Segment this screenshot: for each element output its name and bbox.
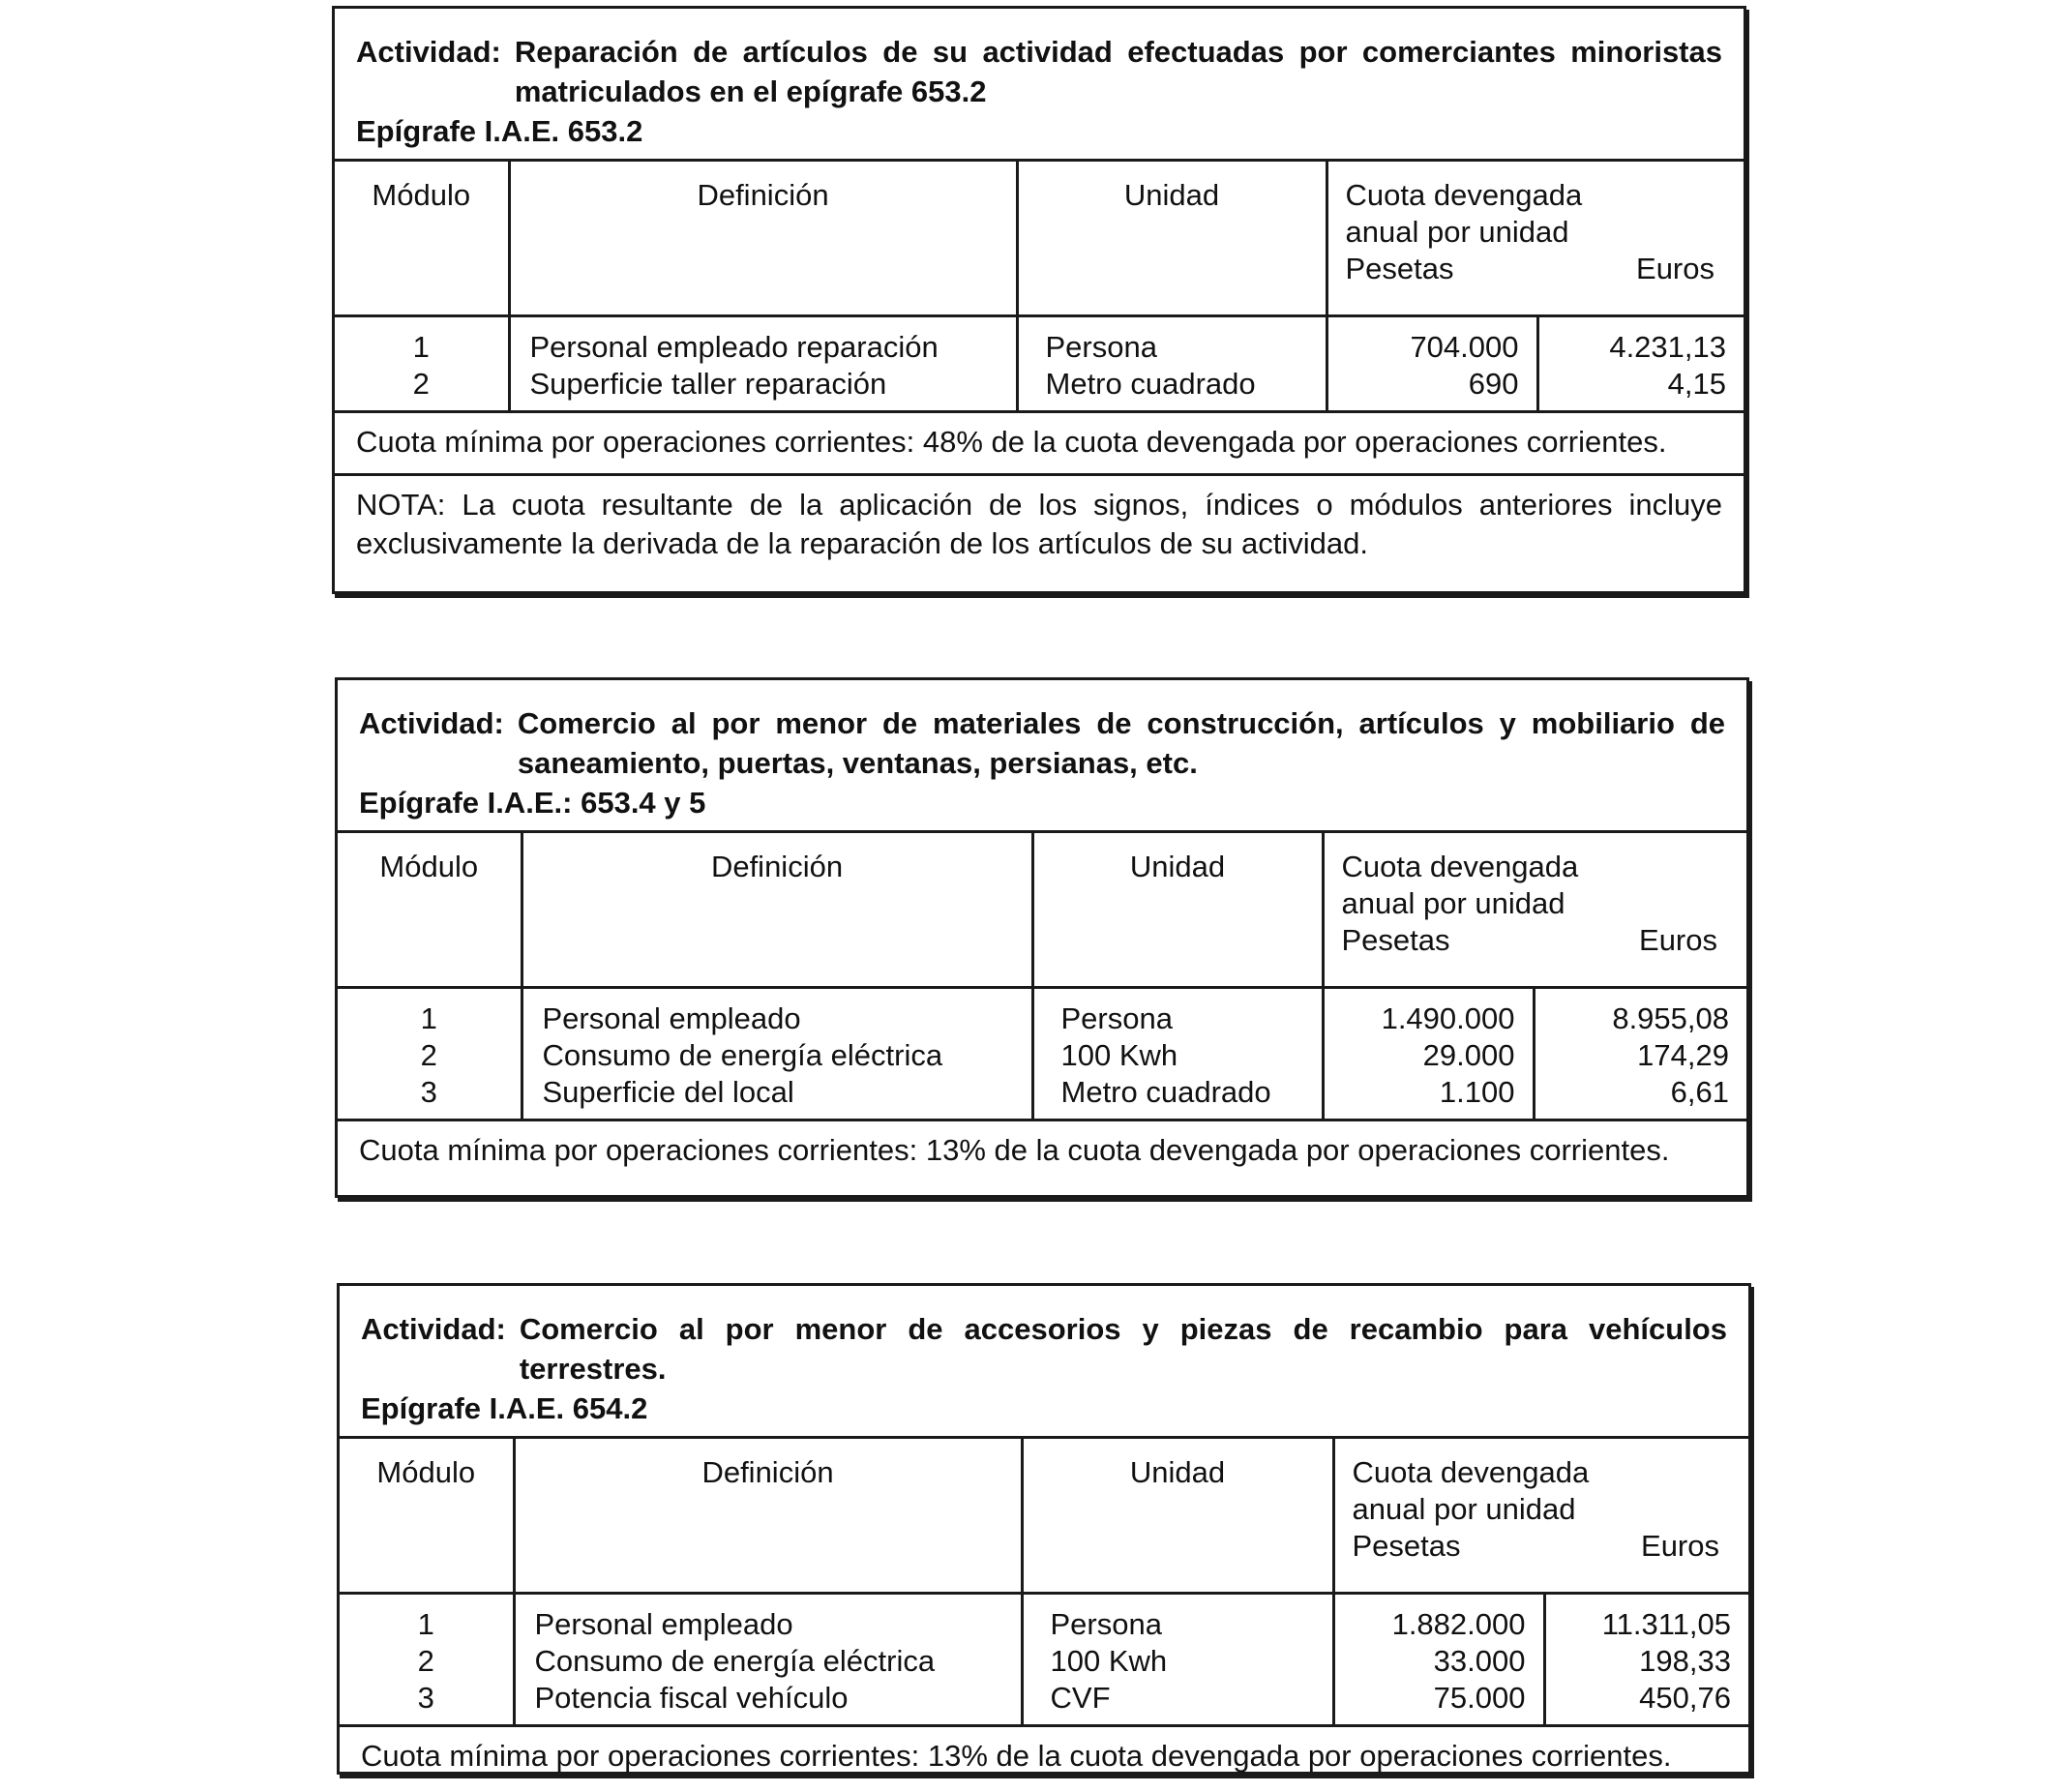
table-row-euros: 198,33 bbox=[1639, 1644, 1731, 1678]
euros-cell bbox=[1537, 316, 1744, 411]
header-row bbox=[335, 162, 1744, 316]
epigrafe: Epígrafe I.A.E.: 653.4 y 5 bbox=[359, 786, 706, 820]
cuota-units bbox=[1346, 251, 1715, 287]
cuota-units bbox=[1353, 1528, 1720, 1565]
cuota-minima-text: Cuota mínima por operaciones corrientes: 13% de la cuota devengada por operaciones corrientes. bbox=[359, 1133, 1670, 1167]
table-row-definicion: Personal empleado reparación bbox=[529, 330, 939, 364]
cuota-minima bbox=[340, 1724, 1748, 1787]
table-row-unidad: CVF bbox=[1050, 1681, 1111, 1715]
unidad-cell bbox=[1022, 1594, 1333, 1725]
table-row-modulo: 1 bbox=[412, 330, 430, 364]
table-row-euros: 174,29 bbox=[1637, 1038, 1729, 1072]
nota bbox=[335, 473, 1744, 575]
cuota-minima-text: Cuota mínima por operaciones corrientes: 13% de la cuota devengada por operaciones corrientes. bbox=[361, 1739, 1672, 1773]
cuota-units bbox=[1342, 922, 1718, 959]
header-cuota bbox=[1323, 833, 1746, 988]
header-definicion: Definición bbox=[514, 1439, 1022, 1594]
table-row-modulo: 2 bbox=[412, 367, 430, 401]
table-row-pesetas: 29.000 bbox=[1422, 1038, 1515, 1072]
pesetas-cell bbox=[1323, 988, 1534, 1120]
activity-table-654-2 bbox=[337, 1283, 1751, 1775]
header-modulo: Módulo bbox=[335, 162, 509, 316]
table-row-pesetas: 33.000 bbox=[1433, 1644, 1526, 1678]
definicion-cell bbox=[514, 1594, 1022, 1725]
table-row-euros: 11.311,05 bbox=[1601, 1607, 1731, 1641]
header-pesetas: Pesetas bbox=[1341, 923, 1450, 957]
unidad-cell bbox=[1032, 988, 1323, 1120]
table-row-pesetas: 690 bbox=[1468, 367, 1519, 401]
table-row-unidad: Metro cuadrado bbox=[1060, 1075, 1271, 1109]
table-row-unidad: Persona bbox=[1050, 1607, 1162, 1641]
cuota-line-2: anual por unidad bbox=[1345, 215, 1569, 249]
table-body bbox=[335, 316, 1744, 411]
table-row-modulo: 2 bbox=[420, 1038, 437, 1072]
table-row-definicion: Personal empleado bbox=[542, 1001, 801, 1035]
activity-table-653-4 bbox=[335, 677, 1749, 1198]
table-row-definicion: Potencia fiscal vehículo bbox=[534, 1681, 849, 1715]
table-row-euros: 4.231,13 bbox=[1609, 330, 1726, 364]
header-euros: Euros bbox=[1641, 1529, 1719, 1563]
table-row-pesetas: 1.882.000 bbox=[1391, 1607, 1526, 1641]
table-row-unidad: Persona bbox=[1045, 330, 1157, 364]
table-row-pesetas: 1.490.000 bbox=[1381, 1001, 1515, 1035]
table-row-modulo: 3 bbox=[420, 1075, 437, 1109]
euros-cell bbox=[1544, 1594, 1748, 1725]
table-row-unidad: Persona bbox=[1060, 1001, 1173, 1035]
table-row-euros: 8.955,08 bbox=[1612, 1001, 1729, 1035]
modulo-cell bbox=[340, 1594, 514, 1725]
cuota-line-1: Cuota devengada bbox=[1345, 178, 1583, 212]
actividad-text: Comercio al por menor de materiales de construcción, artículos y mobiliario de saneamiento, puertas, ventanas, persianas, etc. bbox=[517, 706, 1725, 780]
table-row-unidad: 100 Kwh bbox=[1060, 1038, 1178, 1072]
actividad-label: Actividad: bbox=[356, 35, 501, 69]
table-row-definicion: Consumo de energía eléctrica bbox=[534, 1644, 936, 1678]
table-row-definicion: Consumo de energía eléctrica bbox=[542, 1038, 943, 1072]
pesetas-cell bbox=[1327, 316, 1537, 411]
unidad-cell bbox=[1017, 316, 1327, 411]
cuota-minima bbox=[335, 410, 1744, 473]
activity-header bbox=[335, 9, 1744, 162]
header-pesetas: Pesetas bbox=[1352, 1529, 1461, 1563]
nota-text: NOTA: La cuota resultante de la aplicación de los signos, índices o módulos anteriores incluye exclusivamente la derivada de la reparación de los artículos de su actividad. bbox=[356, 488, 1722, 560]
table-row-euros: 6,61 bbox=[1670, 1075, 1729, 1109]
header-modulo: Módulo bbox=[338, 833, 522, 988]
modules-table bbox=[335, 162, 1744, 410]
definicion-cell bbox=[509, 316, 1017, 411]
definicion-cell bbox=[522, 988, 1032, 1120]
header-unidad: Unidad bbox=[1017, 162, 1327, 316]
header-definicion: Definición bbox=[509, 162, 1017, 316]
table-row-unidad: Metro cuadrado bbox=[1045, 367, 1256, 401]
cuota-line-1: Cuota devengada bbox=[1352, 1455, 1590, 1489]
pesetas-cell bbox=[1333, 1594, 1544, 1725]
table-row-euros: 4,15 bbox=[1667, 367, 1726, 401]
table-row-modulo: 2 bbox=[417, 1644, 434, 1678]
header-cuota bbox=[1333, 1439, 1748, 1594]
header-euros: Euros bbox=[1636, 252, 1714, 285]
table-body bbox=[338, 988, 1746, 1120]
table-row-unidad: 100 Kwh bbox=[1050, 1644, 1168, 1678]
activity-header bbox=[338, 680, 1746, 833]
header-unidad: Unidad bbox=[1032, 833, 1323, 988]
table-row-modulo: 1 bbox=[420, 1001, 437, 1035]
cuota-line-2: anual por unidad bbox=[1341, 886, 1565, 920]
header-definicion: Definición bbox=[522, 833, 1032, 988]
actividad-text: Comercio al por menor de accesorios y piezas de recambio para vehículos terrestres. bbox=[519, 1312, 1727, 1386]
table-row-definicion: Personal empleado bbox=[534, 1607, 793, 1641]
actividad-label: Actividad: bbox=[361, 1312, 506, 1346]
header-cuota bbox=[1327, 162, 1744, 316]
activity-table-653-2 bbox=[332, 6, 1746, 594]
euros-cell bbox=[1534, 988, 1746, 1120]
table-row-modulo: 1 bbox=[417, 1607, 434, 1641]
header-unidad: Unidad bbox=[1022, 1439, 1333, 1594]
cuota-line-1: Cuota devengada bbox=[1341, 850, 1579, 883]
header-pesetas: Pesetas bbox=[1345, 252, 1454, 285]
cuota-line-2: anual por unidad bbox=[1352, 1492, 1576, 1526]
table-row-modulo: 3 bbox=[417, 1681, 434, 1715]
modulo-cell bbox=[338, 988, 522, 1120]
epigrafe: Epígrafe I.A.E. 653.2 bbox=[356, 114, 643, 148]
table-row-pesetas: 704.000 bbox=[1410, 330, 1519, 364]
table-row-definicion: Superficie del local bbox=[542, 1075, 794, 1109]
modules-table bbox=[338, 833, 1746, 1119]
header-row bbox=[338, 833, 1746, 988]
modulo-cell bbox=[335, 316, 509, 411]
table-body bbox=[340, 1594, 1748, 1725]
cuota-minima bbox=[338, 1119, 1746, 1181]
actividad-label: Actividad: bbox=[359, 706, 504, 740]
epigrafe: Epígrafe I.A.E. 654.2 bbox=[361, 1391, 648, 1425]
cuota-minima-text: Cuota mínima por operaciones corrientes: 48% de la cuota devengada por operaciones corrientes. bbox=[356, 425, 1667, 459]
actividad-text: Reparación de artículos de su actividad efectuadas por comerciantes minoristas matriculados en el epígrafe 653.2 bbox=[514, 35, 1722, 108]
table-row-definicion: Superficie taller reparación bbox=[529, 367, 887, 401]
header-row bbox=[340, 1439, 1748, 1594]
table-row-euros: 450,76 bbox=[1639, 1681, 1731, 1715]
header-modulo: Módulo bbox=[340, 1439, 514, 1594]
table-row-pesetas: 1.100 bbox=[1439, 1075, 1515, 1109]
table-row-pesetas: 75.000 bbox=[1433, 1681, 1526, 1715]
modules-table bbox=[340, 1439, 1748, 1724]
activity-header bbox=[340, 1286, 1748, 1439]
header-euros: Euros bbox=[1639, 923, 1717, 957]
